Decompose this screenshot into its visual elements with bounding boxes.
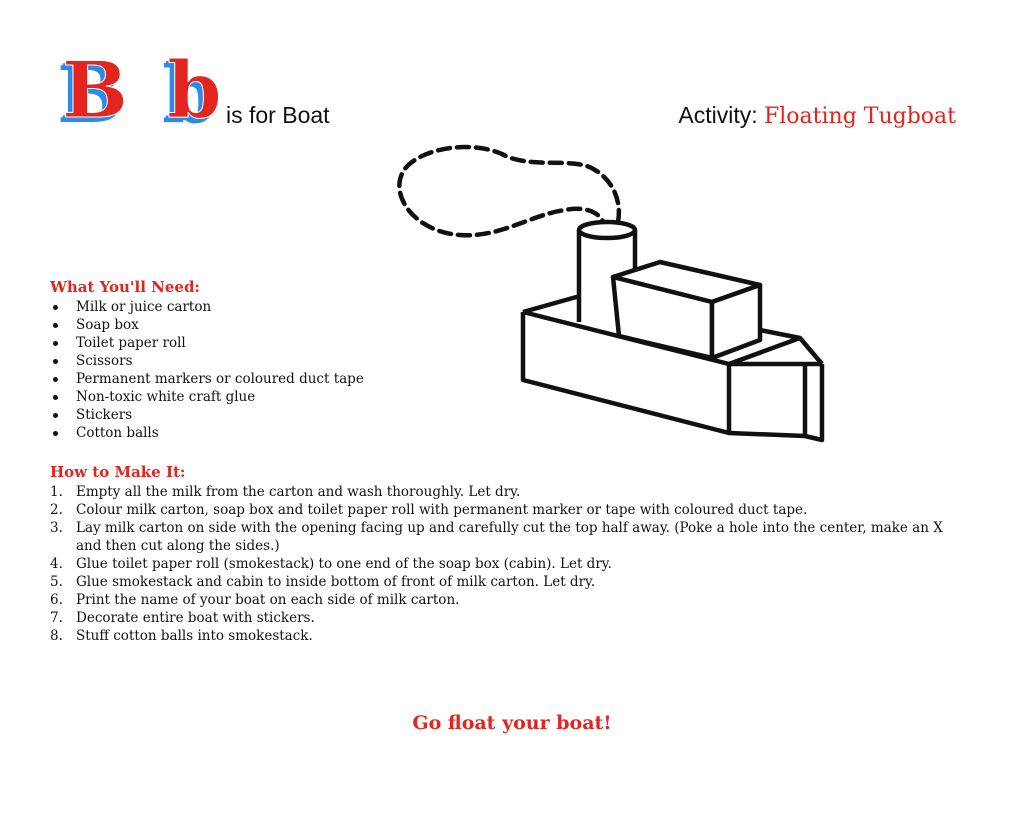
step-text: Lay milk carton on side with the opening facing up and carefully cut the top half away. (Poke a hole into the center, make an X and then cut along the sides.) (76, 520, 943, 554)
step-text: Glue smokestack and cabin to inside bottom of front of milk carton. Let dry. (76, 574, 596, 590)
step-item (50, 483, 950, 501)
step-number: 3. (50, 520, 63, 536)
closing-message: Go float your boat! (412, 712, 612, 734)
page-subtitle: is for Boat (226, 102, 330, 128)
step-number: 6. (50, 592, 63, 608)
steps-heading: How to Make It: (50, 463, 186, 481)
list-item: Milk or juice carton (50, 298, 364, 316)
needs-list (50, 298, 364, 442)
step-item (50, 609, 950, 627)
needs-heading: What You'll Need: (50, 278, 200, 296)
activity-header (678, 102, 956, 129)
step-item (50, 573, 950, 591)
step-item (50, 591, 950, 609)
step-number: 4. (50, 556, 63, 572)
cabin (613, 262, 760, 358)
step-text: Stuff cotton balls into smokestack. (76, 628, 313, 644)
list-item: Stickers (50, 406, 364, 424)
step-number: 7. (50, 610, 63, 626)
step-item (50, 555, 950, 573)
list-item: Toilet paper roll (50, 334, 364, 352)
activity-title: Floating Tugboat (764, 104, 956, 129)
step-item (50, 519, 950, 555)
activity-label: Activity: (678, 102, 758, 128)
list-item: Scissors (50, 352, 364, 370)
step-number: 1. (50, 484, 63, 500)
steps-list (50, 483, 950, 645)
step-text: Colour milk carton, soap box and toilet paper roll with permanent marker or tape with coloured duct tape. (76, 502, 808, 518)
list-item: Soap box (50, 316, 364, 334)
list-item: Cotton balls (50, 424, 364, 442)
step-text: Decorate entire boat with stickers. (76, 610, 315, 626)
step-item (50, 501, 950, 519)
step-text: Print the name of your boat on each side of milk carton. (76, 592, 460, 608)
step-text: Glue toilet paper roll (smokestack) to one end of the soap box (cabin). Let dry. (76, 556, 612, 572)
step-number: 5. (50, 574, 63, 590)
big-letters-b: B b (62, 45, 228, 136)
list-item: Non-toxic white craft glue (50, 388, 364, 406)
step-number: 8. (50, 628, 63, 644)
step-number: 2. (50, 502, 63, 518)
step-text: Empty all the milk from the carton and wash thoroughly. Let dry. (76, 484, 521, 500)
tugboat-icon (390, 140, 840, 450)
smoke-cloud (399, 147, 619, 235)
list-item: Permanent markers or coloured duct tape (50, 370, 364, 388)
step-item (50, 627, 950, 645)
